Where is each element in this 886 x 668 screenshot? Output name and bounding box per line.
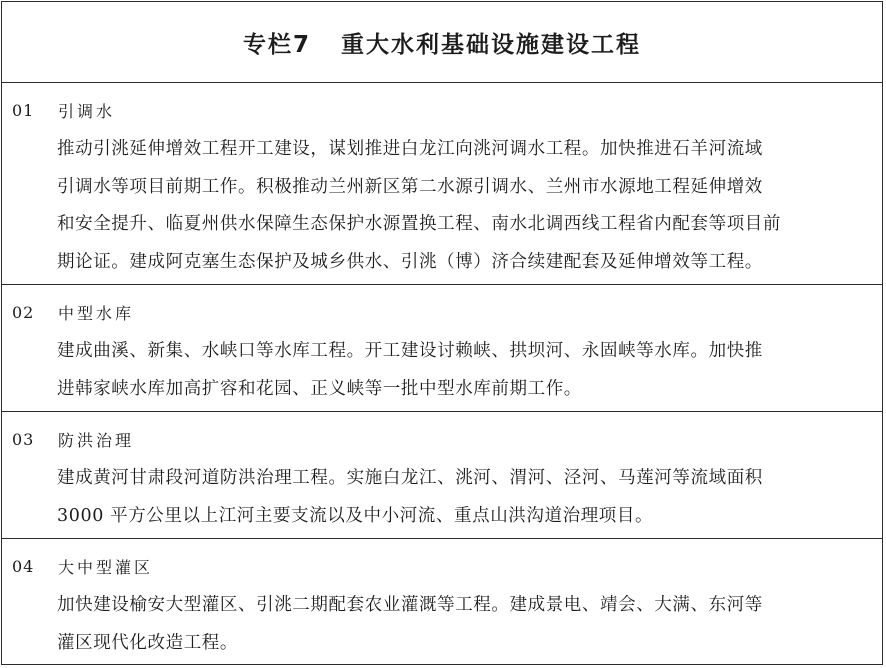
section-water-diversion bbox=[2, 83, 882, 285]
section-irrigation-districts bbox=[2, 539, 882, 666]
section-title: 引调水 bbox=[58, 101, 116, 121]
body-line: 灌区现代化改造工程。 bbox=[57, 632, 238, 653]
section-header bbox=[12, 553, 153, 579]
section-number: 01 bbox=[12, 100, 35, 120]
column-label: 专栏7 bbox=[242, 31, 311, 58]
body-line: 建成黄河甘肃段河道防洪治理工程。实施白龙江、洮河、渭河、泾河、马莲河等流域面积 bbox=[57, 468, 763, 488]
section-number: 03 bbox=[12, 429, 35, 449]
section-body bbox=[57, 460, 876, 535]
body-line: 加快建设榆安大型灌区、引洮二期配套农业灌溉等工程。建成景电、靖会、大满、东河等 bbox=[57, 595, 763, 615]
section-number: 02 bbox=[12, 302, 35, 322]
section-body bbox=[57, 333, 876, 408]
body-line: 和安全提升、临夏州供水保障生态保护水源置换工程、南水北调西线工程省内配套等项目前 bbox=[57, 214, 781, 234]
section-number: 04 bbox=[12, 556, 35, 576]
body-line: 建成曲溪、新集、水峡口等水库工程。开工建设讨赖峡、拱坝河、永固峡等水库。加快推 bbox=[57, 341, 763, 361]
body-line: 引调水等项目前期工作。积极推动兰州新区第二水源引调水、兰州市水源地工程延伸增效 bbox=[57, 176, 763, 197]
section-body bbox=[57, 131, 876, 281]
body-line: 推动引洮延伸增效工程开工建设，谋划推进白龙江向洮河调水工程。加快推进石羊河流域 bbox=[57, 139, 763, 159]
column-box bbox=[1, 1, 883, 665]
body-line: 期论证。建成阿克塞生态保护及城乡供水、引洮（博）济合续建配套及延伸增效等工程。 bbox=[57, 251, 763, 272]
section-header bbox=[12, 299, 134, 325]
body-line: 3000 平方公里以上江河主要支流以及中小河流、重点山洪沟道治理项目。 bbox=[57, 505, 654, 526]
column-title bbox=[2, 2, 882, 83]
column-heading: 重大水利基础设施建设工程 bbox=[341, 31, 641, 58]
section-flood-control bbox=[2, 412, 882, 539]
section-medium-reservoirs bbox=[2, 285, 882, 412]
section-title: 大中型灌区 bbox=[58, 557, 154, 577]
section-body bbox=[57, 587, 876, 662]
section-title: 中型水库 bbox=[58, 303, 135, 323]
body-line: 进韩家峡水库加高扩容和花园、正义峡等一批中型水库前期工作。 bbox=[57, 378, 582, 399]
section-title: 防洪治理 bbox=[58, 430, 135, 450]
section-header bbox=[12, 426, 134, 452]
section-header bbox=[12, 97, 115, 123]
